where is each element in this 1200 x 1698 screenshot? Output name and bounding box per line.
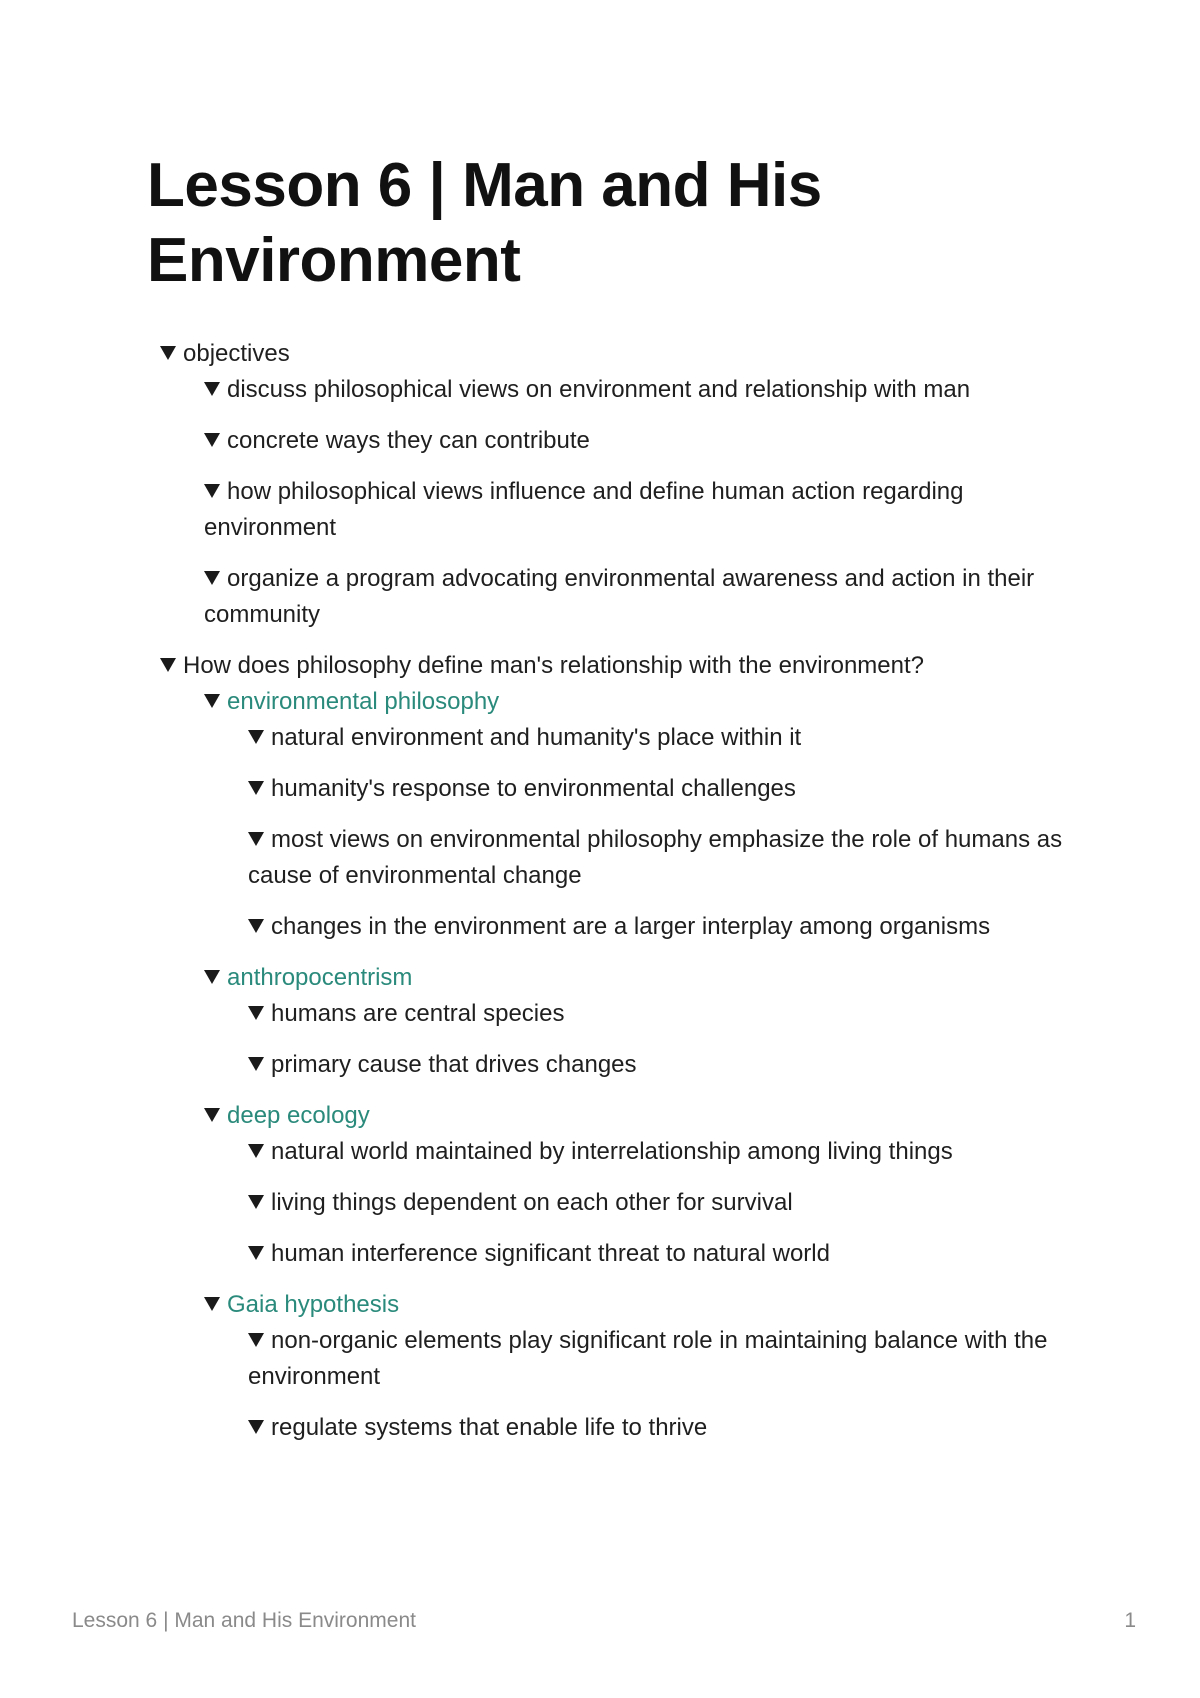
triangle-down-icon[interactable] xyxy=(248,1057,264,1071)
triangle-down-icon[interactable] xyxy=(204,1297,220,1311)
toggle-label: objectives xyxy=(183,340,290,367)
toggle-label: How does philosophy define man's relationship with the environment? xyxy=(183,652,925,679)
toggle-row xyxy=(204,427,590,454)
toggle-row xyxy=(248,724,801,751)
toggle-row xyxy=(248,1327,1047,1390)
toggle-children xyxy=(204,720,1080,945)
toggle-item[interactable] xyxy=(160,336,1080,633)
toggle-children xyxy=(204,1134,1080,1272)
toggle-label: concrete ways they can contribute xyxy=(227,427,590,454)
toggle-item[interactable] xyxy=(248,1236,1080,1272)
triangle-down-icon[interactable] xyxy=(248,919,264,933)
triangle-down-icon[interactable] xyxy=(160,346,176,360)
toggle-row xyxy=(248,1138,953,1165)
toggle-label: primary cause that drives changes xyxy=(271,1051,637,1078)
toggle-row xyxy=(204,964,412,991)
toggle-label: human interference significant threat to natural world xyxy=(271,1240,830,1267)
toggle-item[interactable] xyxy=(204,561,1080,633)
footer-page-number: 1 xyxy=(1124,1609,1136,1632)
toggle-label: humans are central species xyxy=(271,1000,565,1027)
toggle-row xyxy=(248,1240,830,1267)
triangle-down-icon[interactable] xyxy=(204,694,220,708)
toggle-label: humanity's response to environmental challenges xyxy=(271,775,796,802)
toggle-item[interactable] xyxy=(204,684,1080,945)
triangle-down-icon[interactable] xyxy=(248,1144,264,1158)
toggle-row xyxy=(248,1000,564,1027)
toggle-children xyxy=(160,684,1080,1446)
toggle-item[interactable] xyxy=(204,423,1080,459)
triangle-down-icon[interactable] xyxy=(248,1333,264,1347)
toggle-item[interactable] xyxy=(248,1134,1080,1170)
toggle-item[interactable] xyxy=(248,1185,1080,1221)
triangle-down-icon[interactable] xyxy=(204,484,220,498)
toggle-item[interactable] xyxy=(248,996,1080,1032)
toggle-row xyxy=(204,376,970,403)
toggle-row xyxy=(248,826,1062,889)
toggle-item[interactable] xyxy=(248,720,1080,756)
toggle-label: non-organic elements play significant role in maintaining balance with the environment xyxy=(248,1327,1048,1390)
toggle-row xyxy=(248,1051,637,1078)
toggle-item[interactable] xyxy=(248,822,1080,894)
triangle-down-icon[interactable] xyxy=(204,970,220,984)
toggle-item[interactable] xyxy=(248,909,1080,945)
toggle-row xyxy=(248,1414,707,1441)
toggle-item[interactable] xyxy=(160,648,1080,1446)
toggle-term-label: anthropocentrism xyxy=(227,964,413,991)
triangle-down-icon[interactable] xyxy=(248,1420,264,1434)
toggle-label: most views on environmental philosophy emphasize the role of humans as cause of environmental change xyxy=(248,826,1063,889)
toggle-label: discuss philosophical views on environment and relationship with man xyxy=(227,376,971,403)
toggle-item[interactable] xyxy=(204,960,1080,1083)
toggle-children xyxy=(160,372,1080,633)
triangle-down-icon[interactable] xyxy=(248,832,264,846)
toggle-item[interactable] xyxy=(248,1323,1080,1395)
triangle-down-icon[interactable] xyxy=(248,730,264,744)
triangle-down-icon[interactable] xyxy=(248,1006,264,1020)
footer-title: Lesson 6 | Man and His Environment xyxy=(72,1609,416,1632)
toggle-row xyxy=(204,1102,370,1129)
triangle-down-icon[interactable] xyxy=(204,571,220,585)
toggle-row xyxy=(204,1291,399,1318)
toggle-term-label: deep ecology xyxy=(227,1102,370,1129)
toggle-item[interactable] xyxy=(204,1098,1080,1272)
toggle-label: changes in the environment are a larger interplay among organisms xyxy=(271,913,991,940)
toggle-item[interactable] xyxy=(204,474,1080,546)
toggle-children xyxy=(204,1323,1080,1446)
toggle-row xyxy=(204,565,1034,628)
toggle-item[interactable] xyxy=(204,372,1080,408)
triangle-down-icon[interactable] xyxy=(204,433,220,447)
toggle-term-label: Gaia hypothesis xyxy=(227,1291,400,1318)
toggle-row xyxy=(248,913,990,940)
triangle-down-icon[interactable] xyxy=(204,382,220,396)
triangle-down-icon[interactable] xyxy=(160,658,176,672)
toggle-label: living things dependent on each other for survival xyxy=(271,1189,793,1216)
toggle-row xyxy=(248,1189,793,1216)
toggle-label: organize a program advocating environmental awareness and action in their community xyxy=(204,565,1035,628)
toggle-row xyxy=(248,775,796,802)
triangle-down-icon[interactable] xyxy=(204,1108,220,1122)
toggle-item[interactable] xyxy=(248,771,1080,807)
toggle-row xyxy=(160,340,290,367)
toggle-term-label: environmental philosophy xyxy=(227,688,500,715)
toggle-item[interactable] xyxy=(248,1410,1080,1446)
triangle-down-icon[interactable] xyxy=(248,1246,264,1260)
triangle-down-icon[interactable] xyxy=(248,781,264,795)
toggle-label: natural world maintained by interrelationship among living things xyxy=(271,1138,953,1165)
toggle-outline xyxy=(160,336,1080,1461)
toggle-row xyxy=(204,478,963,541)
toggle-label: natural environment and humanity's place within it xyxy=(271,724,802,751)
triangle-down-icon[interactable] xyxy=(248,1195,264,1209)
toggle-label: regulate systems that enable life to thrive xyxy=(271,1414,708,1441)
toggle-row xyxy=(204,688,499,715)
page-title: Lesson 6 | Man and His Environment xyxy=(147,151,822,295)
toggle-children xyxy=(204,996,1080,1083)
toggle-label: how philosophical views influence and define human action regarding environment xyxy=(204,478,964,541)
toggle-item[interactable] xyxy=(248,1047,1080,1083)
toggle-row xyxy=(160,652,924,679)
toggle-item[interactable] xyxy=(204,1287,1080,1446)
